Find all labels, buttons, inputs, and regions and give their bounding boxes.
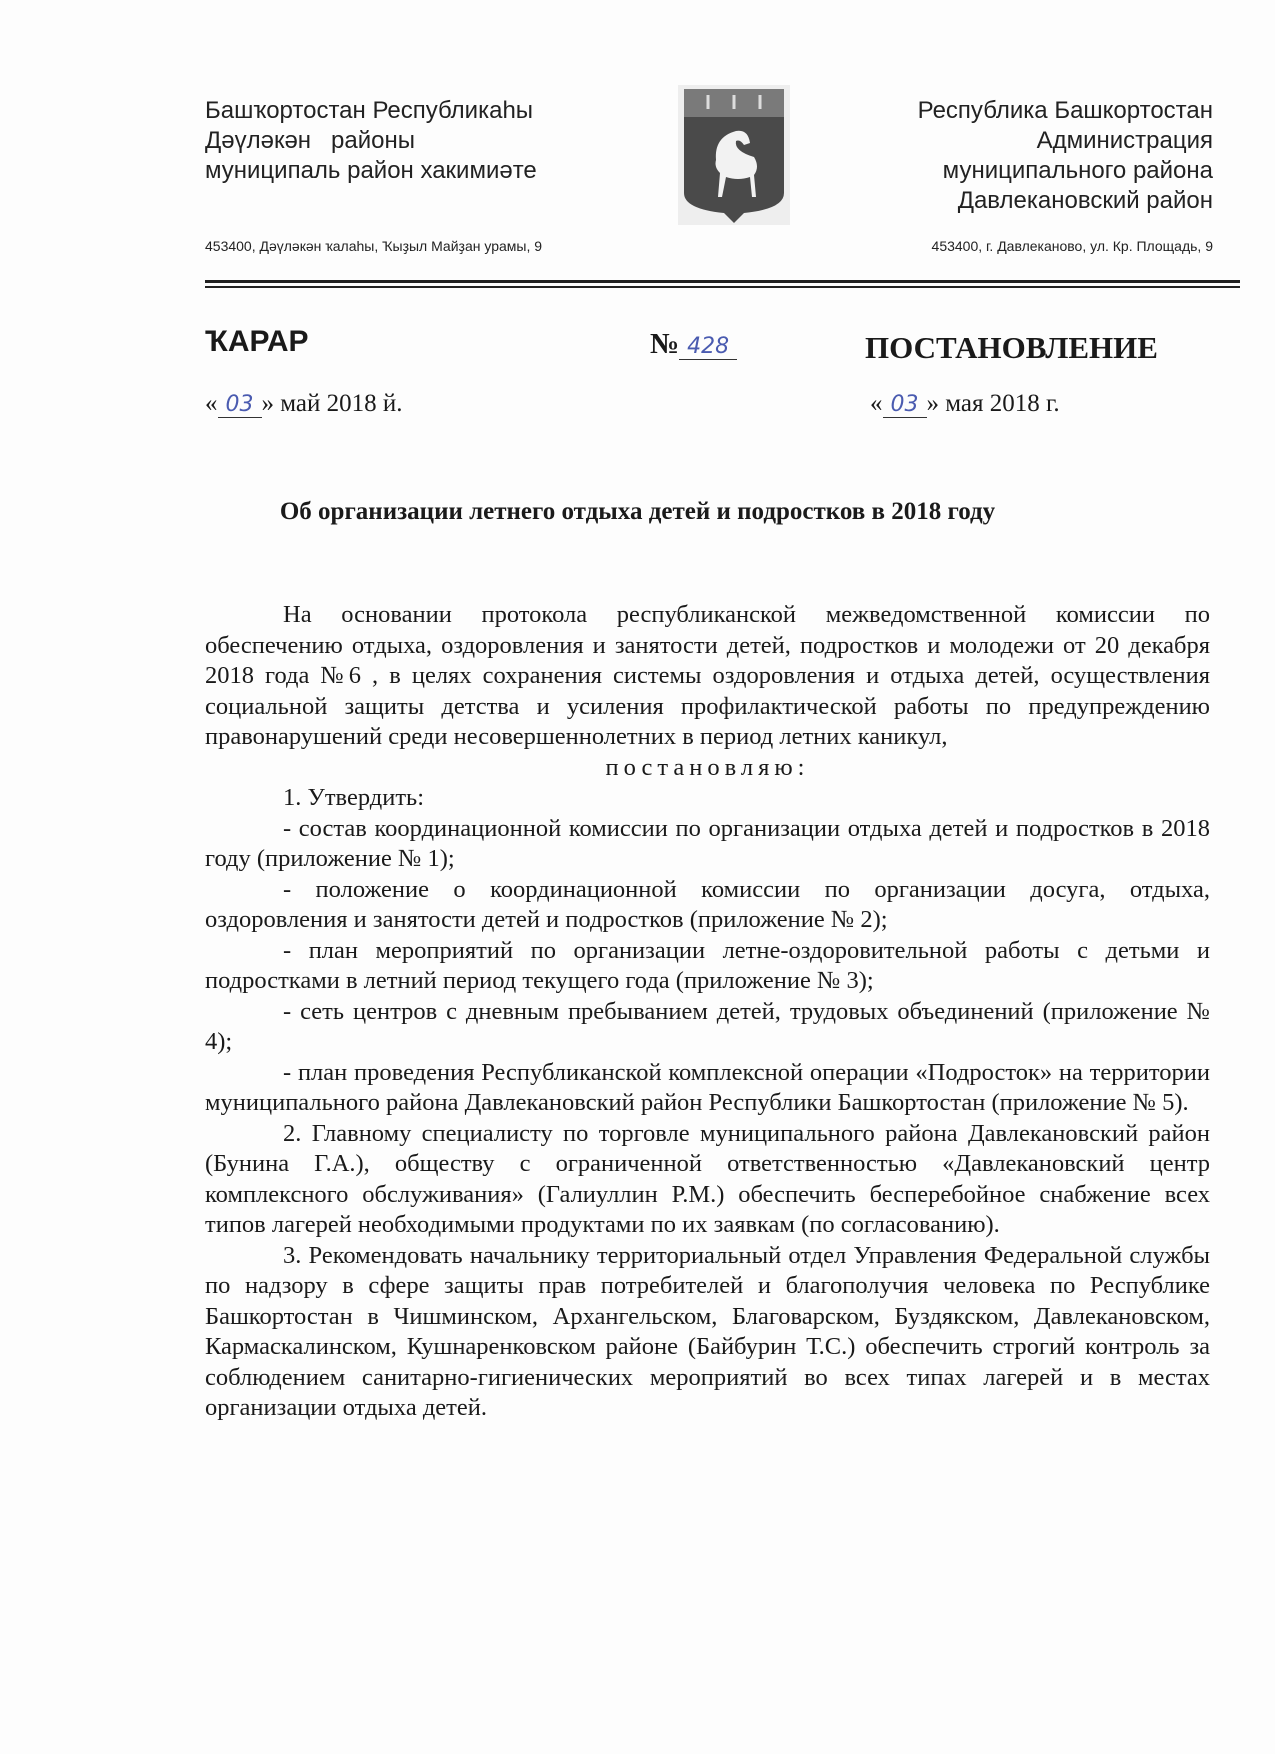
header-left <box>205 96 537 186</box>
paragraph: - план проведения Республиканской комплексной операции «Подросток» на территории муниципального района Давлекановский район Республики Башкортостан (приложение № 5). <box>205 1058 1210 1116</box>
number-label: № <box>650 328 680 360</box>
address-right: 453400, г. Давлеканово, ул. Кр. Площадь, 9 <box>931 238 1213 254</box>
header-right-line: Давлекановский район <box>957 187 1213 214</box>
paragraph: - сеть центров с дневным пребыванием детей, трудовых объединений (приложение № 4); <box>205 997 1210 1055</box>
header-right-line: Администрация <box>1036 127 1213 154</box>
paragraph: На основании протокола республиканской межведомственной комиссии по обеспечению отдыха, оздоровления и занятости детей, подростков и молодежи от 20 декабря 2018 года №6 , в целях сохранения системы оздоровления и отдыха детей, осуществления социальной защиты детства и усиления профилактической работы по предупреждению правонарушений среди несовершеннолетних в период летних каникул, <box>205 601 1210 750</box>
quote: « <box>870 390 883 417</box>
coat-of-arms-emblem <box>678 85 790 225</box>
document-title: Об организации летнего отдыха детей и подростков в 2018 году <box>279 498 996 525</box>
document-number <box>650 328 737 361</box>
header-divider <box>205 286 1240 288</box>
handwritten-number: 428 <box>679 334 737 360</box>
header-right-line: Республика Башкортостан <box>917 97 1213 124</box>
date-left <box>205 390 403 418</box>
header-left-line: муниципаль район хакимиәте <box>205 157 537 184</box>
document-body <box>205 600 1210 1424</box>
paragraph: - план мероприятий по организации летне-оздоровительной работы с детьми и подростками в летний период текущего года (приложение № 3); <box>205 936 1210 994</box>
date-text: » мая 2018 г. <box>926 390 1060 417</box>
paragraph: 1. Утвердить: <box>283 784 425 811</box>
karar-heading: ҠАРАР <box>205 325 309 358</box>
handwritten-day: 03 <box>218 392 262 418</box>
paragraph: 2. Главному специалисту по торговле муниципального района Давлекановский район (Бунина Г.А.), обществу с ограниченной ответственностью «Давлекановский центр комплексного обслуживания» (Галиуллин Р.М.) обеспечить бесперебойное снабжение всех типов лагерей необходимыми продуктами по их заявкам (по согласованию). <box>205 1119 1210 1238</box>
resolution-word: постановляю: <box>605 753 810 781</box>
header-left-line: Башҡортостан Республикаһы <box>205 97 534 124</box>
paragraph: - состав координационной комиссии по организации отдыха детей и подростков в 2018 году (приложение № 1); <box>205 814 1210 872</box>
date-text: » май 2018 й. <box>261 390 403 417</box>
header-right <box>918 96 1213 216</box>
header-divider <box>205 280 1240 283</box>
postanovlenie-heading: ПОСТАНОВЛЕНИЕ <box>865 330 1158 365</box>
quote: « <box>205 390 218 417</box>
address-left: 453400, Дәүләкән ҡалаһы, Ҡыҙыл Майҙан урамы, 9 <box>205 238 543 254</box>
header-right-line: муниципального района <box>942 157 1213 184</box>
handwritten-day: 03 <box>883 392 927 418</box>
date-right <box>870 390 1060 418</box>
paragraph: - положение о координационной комиссии по организации досуга, отдыха, оздоровления и занятости детей и подростков (приложение № 2); <box>205 875 1210 933</box>
paragraph: 3. Рекомендовать начальнику территориальный отдел Управления Федеральной службы по надзору в сфере защиты прав потребителей и благополучия человека по Республике Башкортостан в Чишминском, Архангельском, Благоварском, Буздякском, Давлекановском, Кармаскалинском, Кушнаренковском районе (Байбурин Т.С.) обеспечить строгий контроль за соблюдением санитарно-гигиенических мероприятий во всех типах лагерей и в местах организации отдыха детей. <box>205 1241 1210 1421</box>
header-left-line: Дәүләкән районы <box>205 127 416 154</box>
